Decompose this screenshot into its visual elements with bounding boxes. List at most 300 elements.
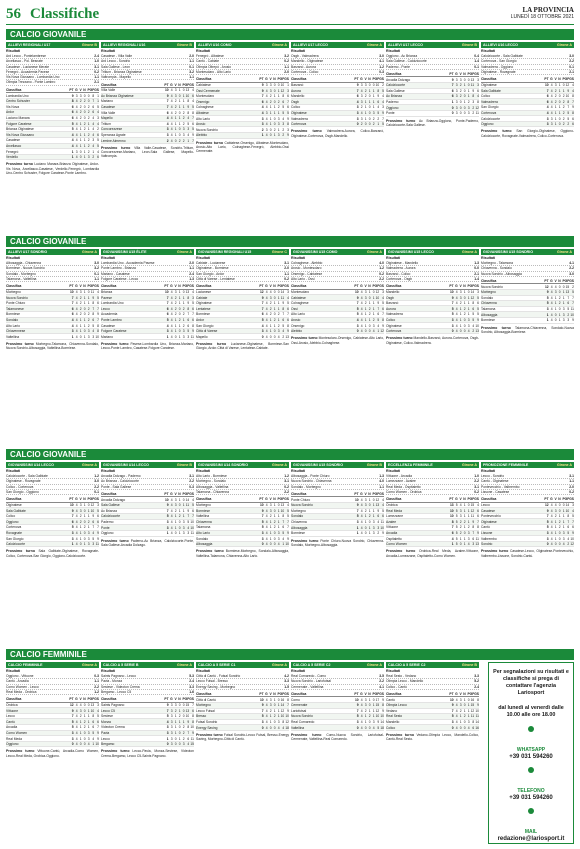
team-stat: 0 xyxy=(181,702,185,708)
match-score: 5-2 xyxy=(474,679,479,684)
league-header xyxy=(6,462,99,468)
match-score: 3-1 xyxy=(284,261,289,265)
team-stat: 3 xyxy=(173,702,177,708)
match-teams: Cantù - Cabiate xyxy=(196,59,220,64)
team-stat: 7 xyxy=(470,530,475,536)
team-stat: 9 xyxy=(569,317,574,323)
team-stat: 9 xyxy=(189,328,194,334)
team-stat: 3 xyxy=(359,82,363,88)
team-points: 5 xyxy=(544,295,549,301)
team-points: 3 xyxy=(69,328,74,334)
team-stat: 1 xyxy=(78,719,82,725)
team-points: 7 xyxy=(164,295,169,301)
team-stat: 3 xyxy=(268,82,272,88)
team-stat: 0 xyxy=(462,77,466,83)
next-round-fixtures: Vittuone-Cantù, Arcadia-Como Women, Lecco-Real Meda, Orobica-Oggiono. xyxy=(6,749,99,758)
standings-row xyxy=(291,530,384,536)
match-teams: Cermenate - Valtellina xyxy=(291,684,324,689)
next-round xyxy=(101,539,194,547)
team-points: 1 xyxy=(544,317,549,323)
team-stat: 8 xyxy=(284,697,289,703)
team-name: Valtellina xyxy=(291,725,354,731)
team-stat: 8 xyxy=(90,300,95,306)
team-stat: 0 xyxy=(272,328,276,334)
team-stat: 3 xyxy=(189,295,194,301)
match-score: 1-3 xyxy=(379,474,384,478)
team-stat: 1 xyxy=(561,519,565,525)
team-stat: 3 xyxy=(458,77,462,83)
team-points: 9 xyxy=(164,93,169,99)
match-score: 3-3 xyxy=(284,679,289,684)
team-name: Bormiese xyxy=(196,508,259,514)
team-name: Ac Brianza Olginatese xyxy=(101,93,164,99)
standings-col-header: Classifica xyxy=(101,697,164,702)
team-stat: 0 xyxy=(462,530,466,536)
team-stat: 1 xyxy=(272,502,276,508)
next-round-label: Prossimo turno xyxy=(196,342,227,347)
team-stat: 1 xyxy=(557,88,561,94)
team-stat: 15 xyxy=(565,284,570,289)
team-stat: 0 xyxy=(272,702,276,708)
team-stat: 4 xyxy=(549,525,553,531)
next-round-fixtures: Pavese-Lombardia Uno, Brianza-Mariano, Lecco-Ponte Lambro, Casatese-Folgore Caratese. xyxy=(101,342,194,351)
team-stat: 0 xyxy=(272,541,276,547)
standings-col-header: P xyxy=(87,284,90,289)
team-stat: 3 xyxy=(276,133,280,139)
standings-col-header: V xyxy=(459,692,462,697)
next-round-label: Prossimo turno xyxy=(481,325,511,330)
team-name: Mapello xyxy=(101,115,164,121)
standings-col-header: V xyxy=(269,284,272,289)
team-stat: 4 xyxy=(466,541,470,547)
match-teams: Arcadia Dolzago - Paderno xyxy=(101,474,141,478)
team-stat: 8 xyxy=(375,88,380,94)
team-stat: 0 xyxy=(466,502,470,508)
standings-col-header: GF xyxy=(469,284,475,289)
team-points: 0 xyxy=(449,110,454,116)
team-stat: 2 xyxy=(561,110,565,116)
next-round xyxy=(481,129,574,137)
team-points: 4 xyxy=(259,105,264,111)
team-stat: 3 xyxy=(466,719,470,725)
team-stat: 3 xyxy=(169,730,173,736)
team-stat: 1 xyxy=(181,719,185,725)
team-name: Calolziocorte xyxy=(101,514,164,520)
standings-col-header: GS xyxy=(474,497,479,502)
team-points: 3 xyxy=(259,116,264,122)
standings-col-header: N xyxy=(368,692,371,697)
team-stat: 1 xyxy=(553,301,557,307)
team-stat: 0 xyxy=(82,306,86,312)
team-name: Città di Cantù xyxy=(196,697,259,703)
team-stat: 1 xyxy=(272,133,276,139)
team-name: Cantù xyxy=(481,525,544,531)
team-stat: 3 xyxy=(86,736,90,742)
team-stat: 0 xyxy=(371,497,375,503)
team-stat: 4 xyxy=(549,530,553,536)
team-stat: 1 xyxy=(557,312,561,318)
next-round xyxy=(386,336,479,344)
next-round xyxy=(196,141,289,154)
team-stat: 1 xyxy=(177,300,181,306)
team-stat: 7 xyxy=(185,514,190,520)
next-round xyxy=(101,342,194,350)
team-stat: 12 xyxy=(375,708,380,713)
team-stat: 1 xyxy=(181,99,185,105)
match-score: 3-0 xyxy=(379,54,384,58)
team-points: 3 xyxy=(164,525,169,531)
standings-col-header: P xyxy=(277,692,280,697)
standings-col-header: Classifica xyxy=(481,497,544,502)
team-stat: 3 xyxy=(454,77,458,83)
team-name: Bormiese xyxy=(196,312,259,318)
team-stat: 2 xyxy=(78,104,82,110)
team-stat: 3 xyxy=(284,127,289,133)
standings-col-header: PT xyxy=(259,692,264,697)
team-stat: 1 xyxy=(173,328,177,334)
team-stat: 2 xyxy=(565,541,570,547)
match-score: 0-4 xyxy=(474,54,479,58)
team-name: Vis Nova xyxy=(6,104,69,110)
standings-table xyxy=(101,492,194,537)
team-stat: 2 xyxy=(177,514,181,520)
match-score: 1-5 xyxy=(284,684,289,689)
team-stat: 1 xyxy=(276,110,280,116)
team-stat: 0 xyxy=(82,741,86,747)
team-stat: 17 xyxy=(375,697,380,702)
team-points: 7 xyxy=(449,82,454,88)
team-name: Mandello xyxy=(386,719,449,725)
match-teams: Nuova Sondrio - Albosaggia xyxy=(481,271,522,276)
standings-col-header: G xyxy=(360,492,363,497)
team-stat: 8 xyxy=(280,93,285,99)
team-stat: 0 xyxy=(367,121,371,127)
team-stat: 3 xyxy=(181,132,185,138)
team-name: Pavese xyxy=(101,295,164,301)
team-stat: 0 xyxy=(557,93,561,99)
team-stat: 4 xyxy=(375,105,380,111)
match-score: 3-0 xyxy=(569,54,574,58)
phone-number[interactable]: +39 031 594260 xyxy=(509,795,553,801)
standings-col-header: G xyxy=(265,77,268,82)
team-stat: 4 xyxy=(264,289,268,295)
team-stat: 0 xyxy=(268,127,272,133)
match-score: 1-2 xyxy=(94,689,99,694)
team-stat: 1 xyxy=(462,289,466,295)
team-name: Real Cornaredo xyxy=(291,719,354,725)
next-round xyxy=(6,749,99,757)
team-stat: 7 xyxy=(189,115,194,121)
team-stat: 2 xyxy=(82,525,86,531)
next-round-label: Prossimo turno xyxy=(196,140,224,145)
team-stat: 11 xyxy=(475,536,479,541)
team-name: Speranza Agrate xyxy=(101,132,164,138)
standings-col-header: GS xyxy=(379,492,384,497)
team-stat: 0 xyxy=(78,149,82,155)
team-stat: 6 xyxy=(280,317,285,323)
team-stat: 4 xyxy=(454,714,458,720)
team-stat: 4 xyxy=(264,133,268,139)
team-stat: 0 xyxy=(272,536,276,542)
standings-row xyxy=(196,133,289,139)
standings-row xyxy=(386,328,479,334)
standings-col-header: G xyxy=(360,284,363,289)
team-name: Mandello xyxy=(386,289,449,295)
team-stat: 1 xyxy=(363,323,367,329)
standings-row xyxy=(196,725,289,731)
match-teams: Barzanò - Colico xyxy=(386,271,411,276)
team-stat: 4 xyxy=(169,121,173,127)
team-stat: 3 xyxy=(284,88,289,94)
match-score: 0-1 xyxy=(189,64,194,69)
team-stat: 1 xyxy=(284,82,289,88)
team-name: Lecco Futsal xyxy=(196,708,259,714)
team-stat: 4 xyxy=(264,121,268,127)
team-stat: 5 xyxy=(569,513,574,519)
standings-table xyxy=(101,82,194,143)
team-stat: 3 xyxy=(90,334,95,340)
standings-table xyxy=(196,284,289,340)
team-stat: 3 xyxy=(169,702,173,708)
team-points: 3 xyxy=(354,105,359,111)
team-stat: 4 xyxy=(90,328,95,334)
team-stat: 1 xyxy=(177,708,181,714)
team-stat: 1 xyxy=(268,714,272,720)
team-stat: 0 xyxy=(367,502,371,508)
team-stat: 1 xyxy=(363,514,367,520)
team-name: Colnaghese xyxy=(196,105,259,111)
team-name: Ac Brianza xyxy=(386,94,449,100)
team-stat: 3 xyxy=(181,741,185,747)
team-stat: 3 xyxy=(181,328,185,334)
team-stat: 4 xyxy=(90,126,95,132)
team-stat: 3 xyxy=(276,719,280,725)
team-name: Sala Gallese xyxy=(101,502,164,508)
team-stat: 4 xyxy=(189,289,194,295)
team-stat: 1 xyxy=(86,725,90,731)
match-score: 1-2 xyxy=(379,266,384,271)
team-stat: 6 xyxy=(375,99,380,105)
team-stat: 1 xyxy=(276,525,280,531)
next-round-label: Prossimo turno xyxy=(291,732,322,737)
team-stat: 7 xyxy=(565,105,570,111)
team-stat: 2 xyxy=(569,284,574,290)
team-stat: 1 xyxy=(181,295,185,301)
standings-col-header: N xyxy=(558,279,561,284)
team-stat: 8 xyxy=(470,719,475,725)
team-stat: 3 xyxy=(268,295,272,301)
team-stat: 0 xyxy=(272,88,276,94)
team-stat: 1 xyxy=(462,697,466,703)
standings-col-header: N xyxy=(83,497,86,502)
standings-col-header: PT xyxy=(354,492,359,497)
team-stat: 8 xyxy=(90,312,95,318)
team-stat: 1 xyxy=(82,502,86,508)
team-stat: 8 xyxy=(379,317,384,323)
whatsapp-number[interactable]: +39 031 594260 xyxy=(509,754,553,760)
match-score: 1-3 xyxy=(474,261,479,265)
team-stat: 1 xyxy=(466,513,470,519)
team-stat: 1 xyxy=(173,115,177,121)
standings-col-header: N xyxy=(83,284,86,289)
team-stat: 3 xyxy=(454,99,458,105)
match-score: 1-1 xyxy=(189,266,194,271)
team-stat: 0 xyxy=(82,702,86,708)
standings-col-header: GS xyxy=(284,497,289,502)
team-stat: 6 xyxy=(470,536,475,542)
standings-col-header: Classifica xyxy=(101,492,164,497)
team-name: Lemine Almenno xyxy=(101,138,164,144)
team-stat: 2 xyxy=(553,88,557,94)
match-score: 0-2 xyxy=(284,59,289,64)
team-stat: 1 xyxy=(462,536,466,542)
results-label: Risultati xyxy=(6,256,21,260)
team-stat: 1 xyxy=(90,741,95,747)
team-stat: 0 xyxy=(82,110,86,116)
next-round-fixtures: Lucianese-Olginatese, Bormiese-San Giorgio, Ardor-Città di Varese, Lentatese-Cabiate. xyxy=(196,342,289,351)
match-score: 0-0 xyxy=(474,266,479,271)
team-stat: 5 xyxy=(189,127,194,133)
standings-col-header: V xyxy=(459,72,462,77)
match-score: 2-2 xyxy=(189,479,194,484)
team-name: Como Women xyxy=(386,541,449,547)
team-name: Ponte xyxy=(386,110,449,116)
team-name: Cabiate xyxy=(196,295,259,301)
mail-address[interactable]: redazione@lariosport.it xyxy=(497,836,565,842)
team-name: Oggiono xyxy=(6,741,69,747)
team-stat: 10 xyxy=(95,742,99,747)
team-stat: 2 xyxy=(78,306,82,312)
match-score: 3-3 xyxy=(189,684,194,689)
team-stat: 3 xyxy=(276,536,280,542)
girone-name: Girone B xyxy=(461,663,477,667)
match-teams: San Giorgio - Ardor xyxy=(196,271,225,276)
team-stat: 0 xyxy=(272,82,276,88)
team-points: 6 xyxy=(544,93,549,99)
team-stat: 1 xyxy=(82,295,86,301)
team-points: 7 xyxy=(164,508,169,514)
team-stat: 8 xyxy=(185,725,190,731)
team-stat: 1 xyxy=(371,88,375,94)
team-stat: 13 xyxy=(185,88,190,93)
team-stat: 2 xyxy=(78,295,82,301)
next-round-label: Prossimo turno xyxy=(101,749,130,754)
results-label: Risultati xyxy=(6,49,21,53)
team-name: Lecco xyxy=(101,306,164,312)
team-stat: 4 xyxy=(264,317,268,323)
team-stat: 2 xyxy=(371,317,375,323)
team-stat: 1 xyxy=(173,121,177,127)
team-stat: 1 xyxy=(272,708,276,714)
standings-col-header: GF xyxy=(89,88,95,93)
team-stat: 4 xyxy=(371,328,375,334)
team-stat: 1 xyxy=(82,154,86,160)
team-stat: 7 xyxy=(569,301,574,307)
team-stat: 1 xyxy=(466,88,470,94)
team-stat: 9 xyxy=(569,105,574,111)
match-teams: Casatese - Lucianese Merate xyxy=(6,64,50,69)
standings-col-header: V xyxy=(174,697,177,702)
team-points: 5 xyxy=(354,714,359,720)
team-stat: 4 xyxy=(474,502,479,508)
team-stat: 0 xyxy=(86,93,90,99)
standings-col-header: P xyxy=(182,697,185,702)
team-stat: 10 xyxy=(280,714,285,719)
team-stat: 15 xyxy=(185,702,190,707)
team-points: 3 xyxy=(449,317,454,323)
team-stat: 3 xyxy=(94,702,99,708)
team-name: Nuova Sondrio xyxy=(291,502,354,508)
team-stat: 4 xyxy=(90,115,95,121)
team-name: Oggiono xyxy=(386,105,449,111)
team-stat: 2 xyxy=(466,99,470,105)
team-points: 1 xyxy=(164,334,169,340)
team-stat: 2 xyxy=(86,149,90,155)
standings-col-header: Classifica xyxy=(291,692,354,697)
team-name: Montesolaro xyxy=(196,93,259,99)
team-stat: 1 xyxy=(557,105,561,111)
standings-col-header: Classifica xyxy=(386,72,449,77)
team-stat: 1 xyxy=(276,708,280,714)
section-bar: CALCIO FEMMINILE xyxy=(6,649,574,660)
team-name: Talamona xyxy=(196,525,259,531)
team-stat: 4 xyxy=(264,530,268,536)
team-stat: 6 xyxy=(94,154,99,160)
match-teams: Lecco Futsal - Bresso xyxy=(196,679,228,684)
team-stat: 4 xyxy=(549,317,553,323)
team-stat: 1 xyxy=(177,530,181,536)
standings-row xyxy=(386,725,479,731)
standings-col-header: PT xyxy=(354,692,359,697)
team-points: 3 xyxy=(354,519,359,525)
team-stat: 0 xyxy=(557,530,561,536)
standings-col-header: GF xyxy=(184,82,190,87)
team-stat: 3 xyxy=(181,525,185,531)
team-stat: 1 xyxy=(94,98,99,104)
team-stat: 1 xyxy=(268,116,272,122)
team-name: Ponte Lambro xyxy=(101,317,164,323)
team-stat: 5 xyxy=(189,104,194,110)
team-stat: 3 xyxy=(454,88,458,94)
team-stat: 12 xyxy=(90,502,95,507)
standings-col-header: G xyxy=(455,284,458,289)
match-score: 2-2 xyxy=(569,266,574,271)
team-stat: 3 xyxy=(363,697,367,703)
match-teams: Nuova Sondrio - Chiavenna xyxy=(291,479,332,484)
team-stat: 4 xyxy=(549,110,553,116)
team-stat: 4 xyxy=(74,115,78,121)
team-name: Folgore Caratese xyxy=(101,328,164,334)
team-stat: 0 xyxy=(557,289,561,295)
team-stat: 8 xyxy=(90,93,95,99)
match-teams: Cantù - Olginatese xyxy=(481,479,509,484)
match-score: 1-1 xyxy=(379,484,384,489)
standings-col-header: N xyxy=(273,497,276,502)
team-stat: 2 xyxy=(86,104,90,110)
league-header xyxy=(291,42,384,48)
team-stat: 4 xyxy=(74,98,78,104)
team-stat: 10 xyxy=(475,323,479,328)
standings-col-header: N xyxy=(83,697,86,702)
league-name: GIOVANISSIMI U14 LECCO xyxy=(103,463,149,467)
section-bar: CALCIO GIOVANILE xyxy=(6,449,574,460)
match-score: 4-0 xyxy=(379,479,384,484)
team-stat: 0 xyxy=(177,519,181,525)
team-points: 4 xyxy=(164,719,169,725)
results-label: Risultati xyxy=(481,49,496,53)
match-score: 2-2 xyxy=(474,479,479,484)
standings-row xyxy=(101,334,194,340)
